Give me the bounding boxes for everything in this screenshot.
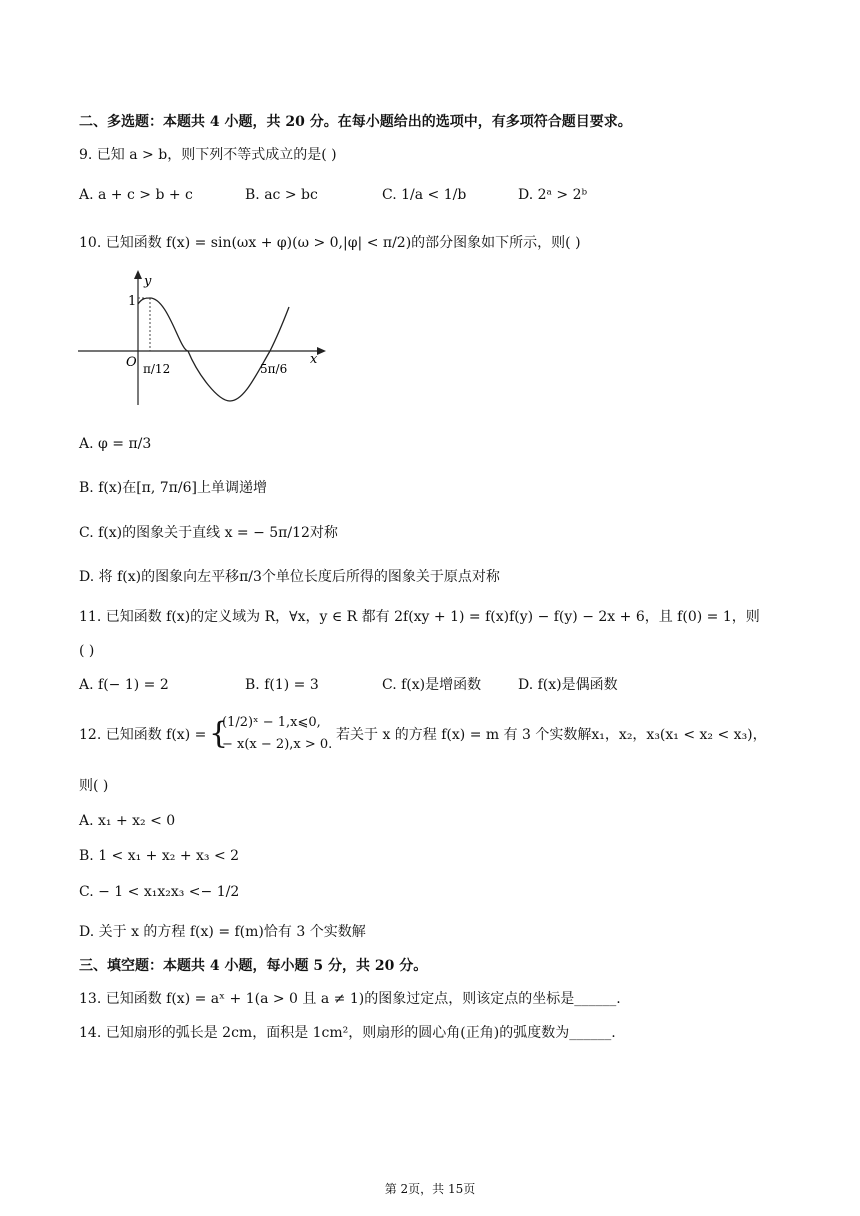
question-9-option-c: C. 1/a < 1/b: [382, 187, 467, 203]
x-tick-label-5pi-over-6: 5π/6: [260, 362, 288, 376]
question-11-option-a: A. f(− 1) = 2: [79, 677, 169, 693]
question-12-piece-2: − x(x − 2),x > 0.: [222, 737, 333, 752]
x-axis-arrow-icon: [317, 347, 326, 355]
question-9-stem: 9. 已知 a > b，则下列不等式成立的是( ): [79, 147, 337, 163]
y-axis-label: y: [144, 274, 152, 289]
question-9-option-b: B. ac > bc: [245, 187, 318, 203]
origin-label: O: [126, 355, 137, 370]
question-11-stem: 11. 已知函数 f(x)的定义域为 R，∀x，y ∈ R 都有 2f(xy + 1) = f(x)f(y) − f(y) − 2x + 6，且 f(0) = 1，则: [79, 609, 760, 625]
question-11-option-c: C. f(x)是增函数: [382, 677, 482, 693]
question-12-option-a: A. x₁ + x₂ < 0: [79, 813, 176, 829]
question-10-option-c: C. f(x)的图象关于直线 x = − 5π/12对称: [79, 525, 338, 541]
question-10-sine-graph: [72, 265, 332, 410]
question-14: 14. 已知扇形的弧长是 2cm，面积是 1cm²，则扇形的圆心角(正角)的弧度数为______.: [79, 1025, 616, 1041]
question-10-option-d: D. 将 f(x)的图象向左平移π/3个单位长度后所得的图象关于原点对称: [79, 569, 500, 585]
x-axis-label: x: [310, 352, 318, 367]
question-11-option-b: B. f(1) = 3: [245, 677, 319, 693]
x-tick-label-pi-over-12: π/12: [143, 362, 171, 376]
question-10-stem: 10. 已知函数 f(x) = sin(ωx + φ)(ω > 0,|φ| < π/2)的部分图象如下所示，则( ): [79, 235, 581, 251]
question-12-stem-continued: 则( ): [79, 778, 109, 794]
question-12-stem-suffix: 若关于 x 的方程 f(x) = m 有 3 个实数解x₁，x₂，x₃(x₁ < x₂ < x₃)，: [336, 727, 767, 743]
piecewise-brace: {: [209, 716, 229, 751]
question-12-option-b: B. 1 < x₁ + x₂ + x₃ < 2: [79, 848, 240, 864]
question-10-option-a: A. φ = π/3: [79, 436, 152, 452]
question-12-option-d: D. 关于 x 的方程 f(x) = f(m)恰有 3 个实数解: [79, 924, 366, 940]
question-10-option-b: B. f(x)在[π, 7π/6]上单调递增: [79, 480, 267, 496]
question-9-option-d: D. 2ᵃ > 2ᵇ: [518, 187, 588, 203]
question-13: 13. 已知函数 f(x) = aˣ + 1(a > 0 且 a ≠ 1)的图象过定点，则该定点的坐标是______.: [79, 991, 621, 1007]
page-footer: 第 2页，共 15页: [384, 1182, 476, 1196]
question-9-option-a: A. a + c > b + c: [79, 187, 193, 203]
y-axis-arrow-icon: [134, 270, 142, 279]
question-11-stem-continued: ( ): [79, 643, 95, 659]
question-12-piece-1: (1/2)ˣ − 1,x⩽0,: [222, 715, 321, 730]
y-tick-label: 1: [128, 294, 137, 309]
section-heading-multiple-choice: 二、多选题：本题共 4 小题，共 20 分。在每小题给出的选项中，有多项符合题目要求。: [79, 114, 632, 130]
question-12-stem-prefix: 12. 已知函数 f(x) =: [79, 727, 207, 743]
sine-curve: [138, 298, 289, 401]
question-12-option-c: C. − 1 < x₁x₂x₃ <− 1/2: [79, 884, 240, 900]
section-heading-fill-in: 三、填空题：本题共 4 小题，每小题 5 分，共 20 分。: [79, 958, 428, 974]
question-11-option-d: D. f(x)是偶函数: [518, 677, 618, 693]
